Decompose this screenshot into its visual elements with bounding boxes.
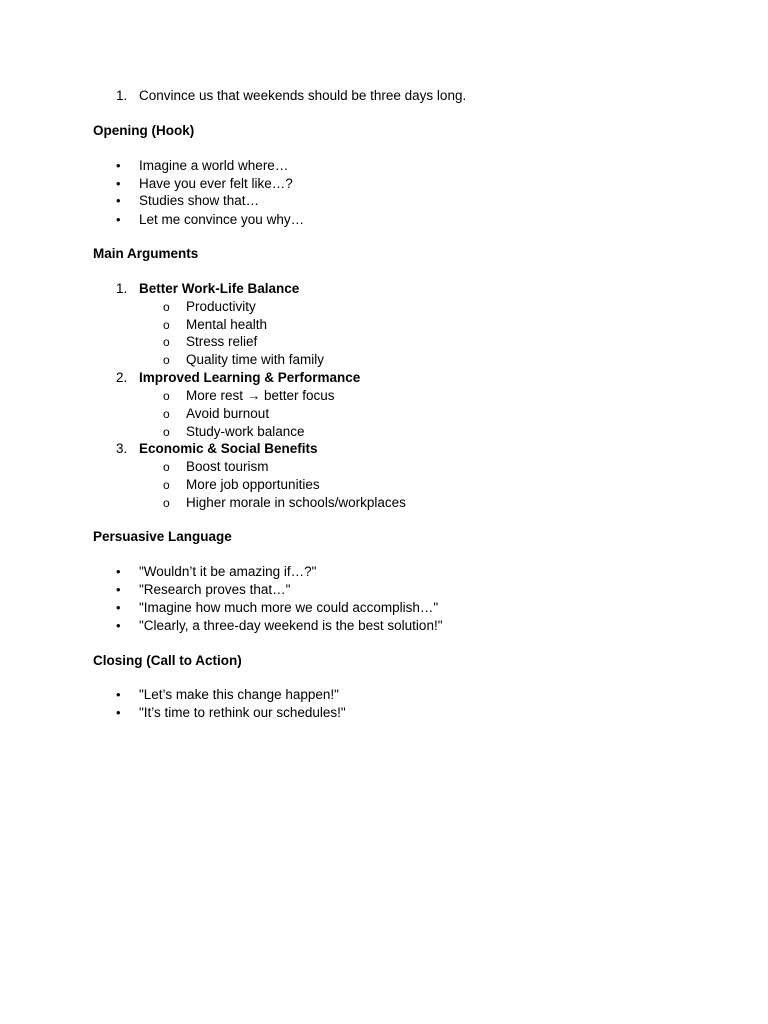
bullet-marker: • bbox=[116, 158, 121, 173]
sub-bullet-marker: o bbox=[163, 478, 170, 492]
argument-subitem: More job opportunities bbox=[186, 477, 320, 492]
argument-title: Economic & Social Benefits bbox=[139, 441, 318, 456]
bullet-marker: • bbox=[116, 582, 121, 597]
sub-bullet-marker: o bbox=[163, 318, 170, 332]
opening-heading: Opening (Hook) bbox=[93, 123, 195, 138]
bullet-marker: • bbox=[116, 705, 121, 720]
sub-bullet-marker: o bbox=[163, 407, 170, 421]
persuasive-item: "Research proves that…" bbox=[139, 582, 291, 597]
sub-bullet-marker: o bbox=[163, 425, 170, 439]
bullet-marker: • bbox=[116, 687, 121, 702]
bullet-marker: • bbox=[116, 193, 121, 208]
opening-item: Let me convince you why… bbox=[139, 212, 305, 227]
opening-item: Studies show that… bbox=[139, 193, 260, 208]
argument-subitem: Mental health bbox=[186, 317, 268, 332]
argument-subitem: Avoid burnout bbox=[186, 406, 270, 421]
argument-subitem: More rest → better focus bbox=[186, 388, 335, 403]
argument-number: 2. bbox=[116, 370, 128, 385]
sub-bullet-marker: o bbox=[163, 353, 170, 367]
closing-item: "Let’s make this change happen!" bbox=[139, 687, 339, 702]
persuasive-item: "Wouldn’t it be amazing if…?" bbox=[139, 564, 317, 579]
persuasive-item: "Imagine how much more we could accomplish…" bbox=[139, 600, 439, 615]
argument-subitem: Study-work balance bbox=[186, 424, 305, 439]
main-arguments-heading: Main Arguments bbox=[93, 246, 199, 261]
closing-item: "It’s time to rethink our schedules!" bbox=[139, 705, 346, 720]
sub-bullet-marker: o bbox=[163, 335, 170, 349]
sub-bullet-marker: o bbox=[163, 496, 170, 510]
sub-bullet-marker: o bbox=[163, 389, 170, 403]
persuasive-item: "Clearly, a three-day weekend is the best solution!" bbox=[139, 618, 443, 633]
argument-number: 3. bbox=[116, 441, 128, 456]
persuasive-language-heading: Persuasive Language bbox=[93, 529, 232, 544]
opening-item: Imagine a world where… bbox=[139, 158, 289, 173]
bullet-marker: • bbox=[116, 176, 121, 191]
bullet-marker: • bbox=[116, 212, 121, 227]
sub-bullet-marker: o bbox=[163, 460, 170, 474]
argument-subitem: Stress relief bbox=[186, 334, 258, 349]
sub-bullet-marker: o bbox=[163, 300, 170, 314]
argument-title: Improved Learning & Performance bbox=[139, 370, 361, 385]
argument-number: 1. bbox=[116, 281, 128, 296]
prompt-number: 1. bbox=[116, 88, 128, 103]
opening-item: Have you ever felt like…? bbox=[139, 176, 293, 191]
bullet-marker: • bbox=[116, 600, 121, 615]
closing-heading: Closing (Call to Action) bbox=[93, 653, 242, 668]
argument-subitem: Higher morale in schools/workplaces bbox=[186, 495, 406, 510]
argument-subitem: Boost tourism bbox=[186, 459, 269, 474]
prompt-text: Convince us that weekends should be three days long. bbox=[139, 88, 467, 103]
bullet-marker: • bbox=[116, 618, 121, 633]
bullet-marker: • bbox=[116, 564, 121, 579]
argument-subitem: Productivity bbox=[186, 299, 256, 314]
argument-title: Better Work-Life Balance bbox=[139, 281, 300, 296]
argument-subitem: Quality time with family bbox=[186, 352, 325, 367]
